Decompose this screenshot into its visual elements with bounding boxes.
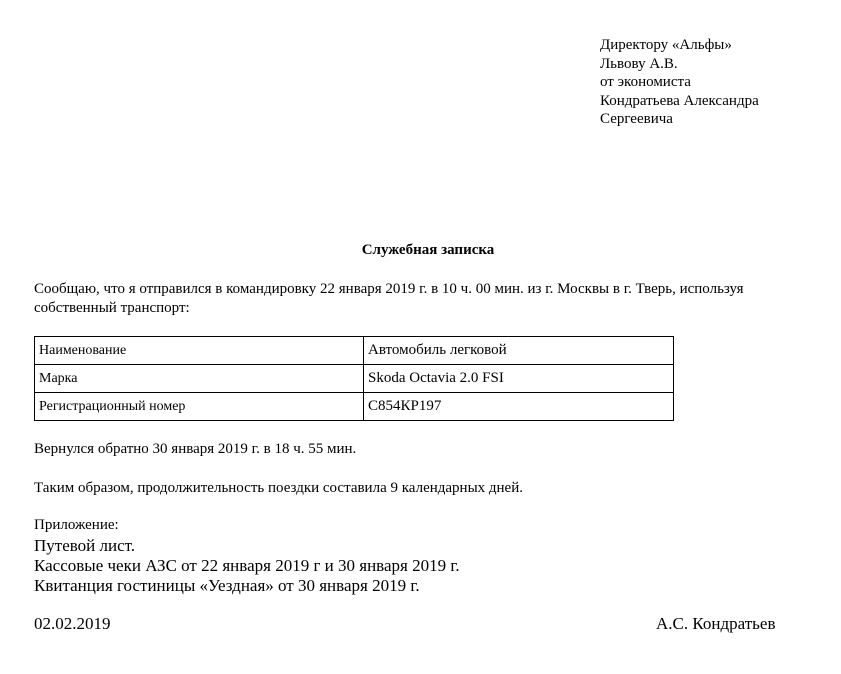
table-cell-label: Наименование [35,337,364,365]
intro-line-1: Сообщаю, что я отправился в командировку 22 января 2019 г. в 10 ч. 00 мин. из г. Москвы в г. Тверь, используя [34,281,744,297]
table-cell-value: С854КР197 [364,393,674,421]
addressee-line: Директору «Альфы» [600,37,732,53]
addressee-line: Сергеевича [600,111,673,127]
attachment-item: Квитанция гостиницы «Уездная» от 30 января 2019 г. [34,576,420,595]
table-row [35,393,674,421]
table-cell-label: Регистрационный номер [35,393,364,421]
vehicle-table [34,336,674,421]
table-row [35,337,674,365]
table-cell-label: Марка [35,365,364,393]
intro-line-2: собственный транспорт: [34,300,190,316]
addressee-line: от экономиста [600,74,691,90]
addressee-block [600,36,759,129]
return-text: Вернулся обратно 30 января 2019 г. в 18 ч. 55 мин. [34,441,357,457]
addressee-line: Львову А.В. [600,55,678,72]
table-cell-value: Skoda Octavia 2.0 FSI [364,365,674,393]
duration-text: Таким образом, продолжительность поездки составила 9 календарных дней. [34,480,523,496]
table-cell-value: Автомобиль легковой [364,337,674,365]
attachment-item: Путевой лист. [34,536,136,555]
attachment-item: Кассовые чеки АЗС от 22 января 2019 г и 30 января 2019 г. [34,556,460,575]
attachments-heading: Приложение: [34,517,119,533]
signature-name: А.С. Кондратьев [656,614,776,633]
document-title: Служебная записка [361,242,495,258]
addressee-line: Кондратьева Александра [600,92,759,109]
table-row [35,365,674,393]
document-date: 02.02.2019 [34,614,111,633]
